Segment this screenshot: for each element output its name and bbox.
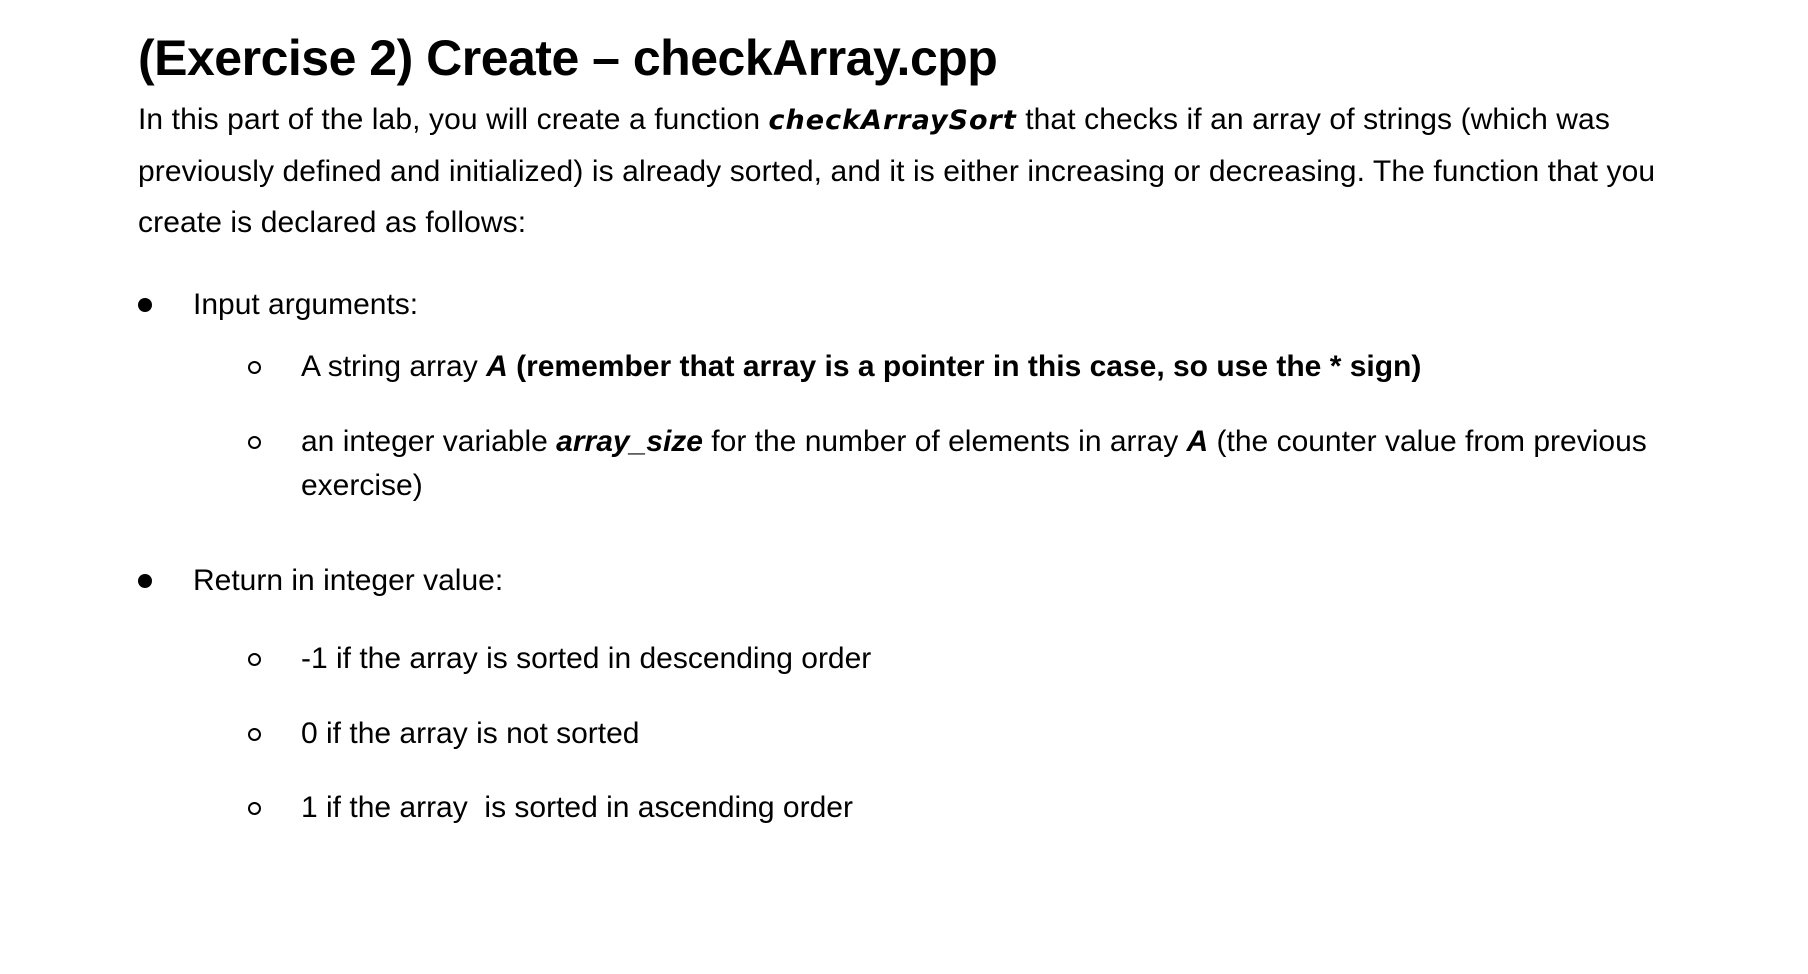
hollow-circle-bullet-icon xyxy=(248,436,261,449)
input-item-mid: for the number of elements in array xyxy=(702,425,1187,458)
return-value-label: Return in integer value: xyxy=(193,564,504,597)
input-item-note: (remember that array is a pointer in this case, so use the * sign) xyxy=(507,350,1422,383)
return-item-text: 0 if the array is not sorted xyxy=(301,717,640,750)
input-item-pre: an integer variable xyxy=(301,425,557,458)
input-item-var: array_size xyxy=(556,425,703,458)
return-item-text: 1 if the array is sorted in ascending order xyxy=(301,791,853,824)
input-item-post: (the counter value from previous exercise) xyxy=(301,425,1647,502)
input-item-var: A xyxy=(486,350,508,383)
input-item-var2: A xyxy=(1186,425,1209,458)
hollow-circle-bullet-icon xyxy=(248,802,261,815)
hollow-circle-bullet-icon xyxy=(248,653,261,666)
exercise-title: (Exercise 2) Create – checkArray.cpp xyxy=(138,30,998,86)
intro-text-before: In this part of the lab, you will create a function xyxy=(138,103,769,136)
bullet-dot-icon xyxy=(138,574,152,588)
input-arguments-label: Input arguments: xyxy=(193,288,419,321)
input-item-pre: A string array xyxy=(301,350,487,383)
input-item-text xyxy=(301,345,1701,389)
hollow-circle-bullet-icon xyxy=(248,361,261,374)
function-name: checkArraySort xyxy=(768,105,1017,136)
intro-text-after: that checks if an array of strings (which was previously defined and initialized) is already sorted, and it is either increasing or decreasing. The function that you create is declared as follows: xyxy=(138,103,1656,239)
bullet-dot-icon xyxy=(138,298,152,312)
intro-paragraph xyxy=(138,94,1698,248)
hollow-circle-bullet-icon xyxy=(248,728,261,741)
input-item-text xyxy=(301,420,1701,508)
return-item-text: -1 if the array is sorted in descending order xyxy=(301,642,872,675)
